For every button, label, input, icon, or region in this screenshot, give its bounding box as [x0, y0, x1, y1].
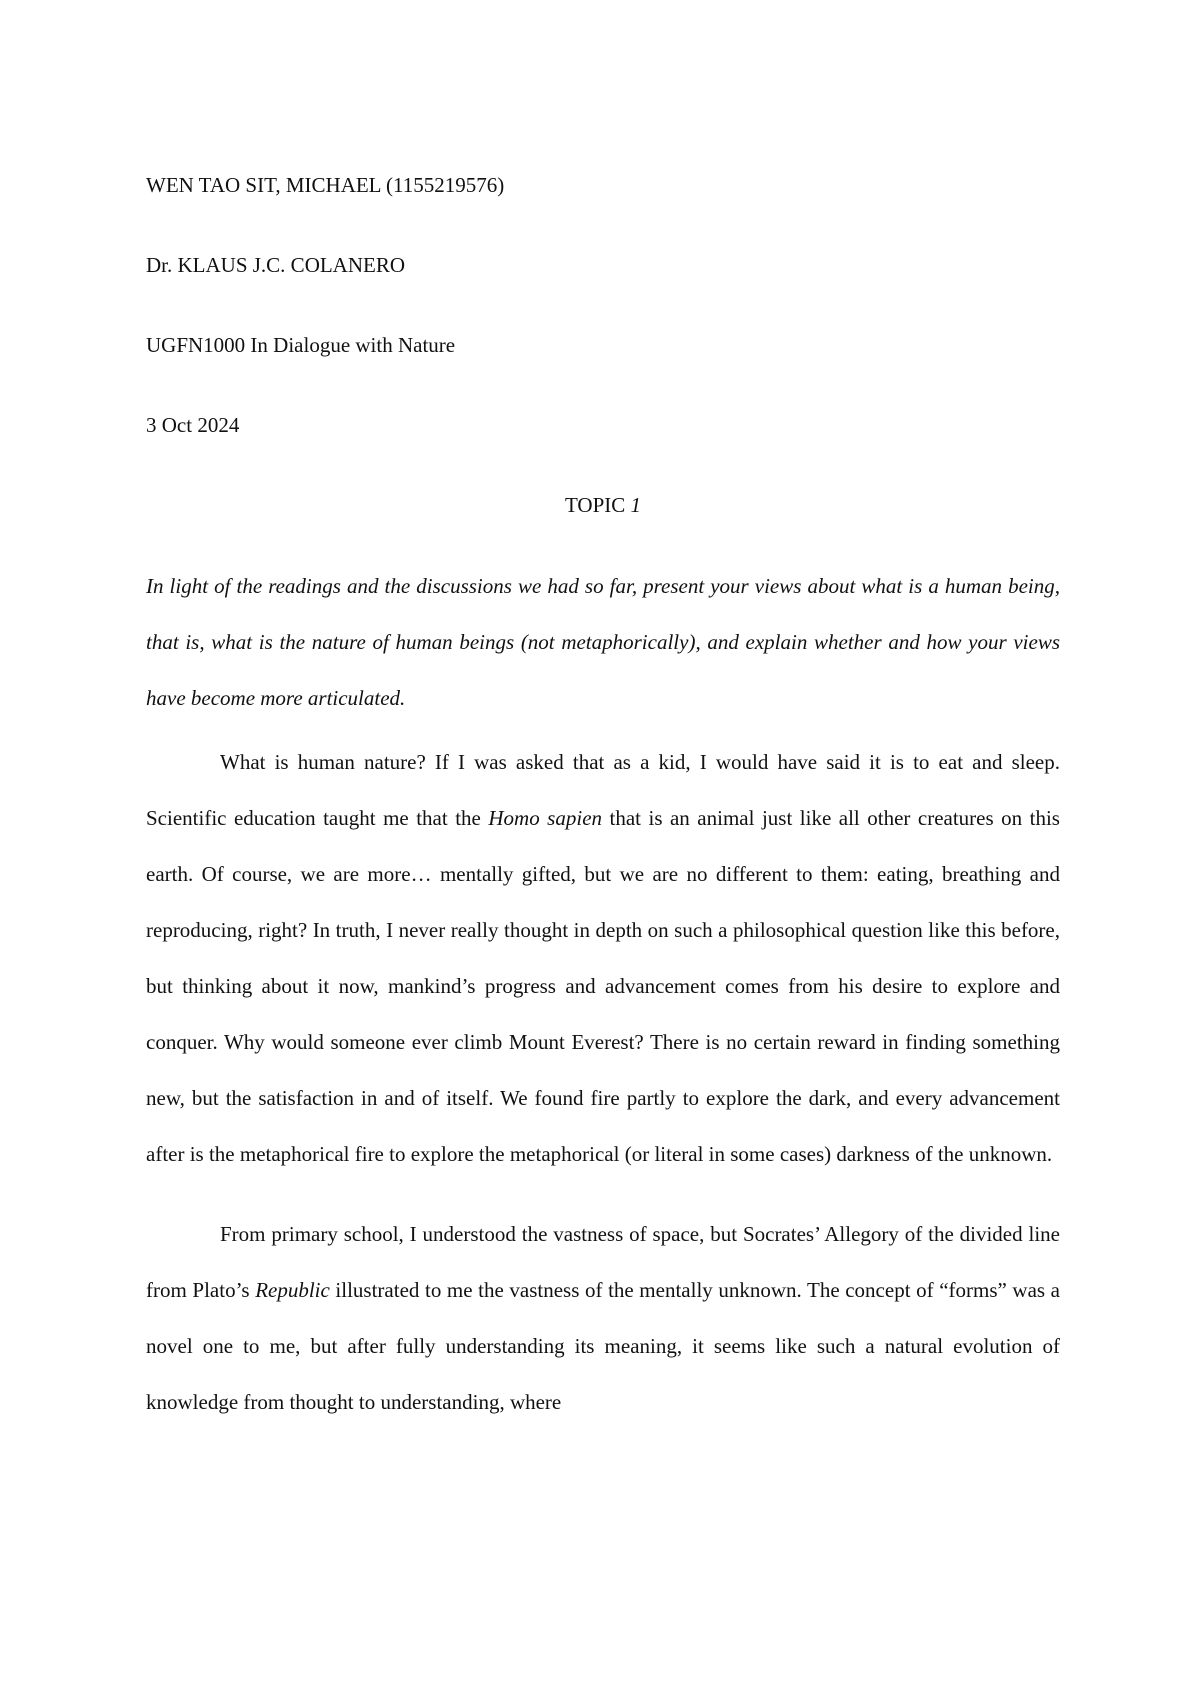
topic-heading [146, 478, 1060, 558]
instructor-name: Dr. KLAUS J.C. COLANERO [146, 253, 406, 277]
course-title: UGFN1000 In Dialogue with Nature [146, 333, 456, 357]
paragraph-2-text-a: From primary school, I understood the vastness of space, but Socrates’ Allegory of the divided line from Plato’s [146, 1222, 1060, 1302]
student-name: WEN TAO SIT, MICHAEL (1155219576) [146, 173, 505, 197]
topic-label: TOPIC [564, 493, 631, 517]
paragraph-1-text-b: that is an animal just like all other creatures on this earth. Of course, we are more… mentally gifted, but we are no different to them: eating, breathing and reproducing, right? In truth, I never really thought in depth on such a philosophical question like this before, but thinking about it now, mankind’s progress and advancement comes from his desire to explore and conquer. Why would someone ever climb Mount Everest? There is no certain reward in finding something new, but the satisfaction in and of itself. We found fire partly to explore the dark, and every advancement after is the metaphorical fire to explore the metaphorical (or literal in some cases) darkness of the unknown. [146, 806, 1060, 1166]
paragraph-1-italic: Homo sapien [488, 806, 603, 830]
topic-number: 1 [630, 493, 642, 517]
paragraph-2-italic: Republic [255, 1278, 330, 1302]
paragraph-2-text-b: illustrated to me the vastness of the mentally unknown. The concept of “forms” was a novel one to me, but after fully understanding its meaning, it seems like such a natural evolution of knowledge from thought to understanding, where [146, 1278, 1060, 1414]
essay-date: 3 Oct 2024 [146, 413, 240, 437]
essay-prompt: In light of the readings and the discussions we had so far, present your views about what is a human being, that is, what is the nature of human beings (not metaphorically), and explain whether and how your views have become more articulated. [146, 574, 1060, 710]
paragraph-1-text-a: What is human nature? If I was asked that as a kid, I would have said it is to eat and sleep. Scientific education taught me that the [146, 750, 1060, 830]
body-paragraph-2 [146, 1206, 1060, 1430]
essay-page [146, 158, 1060, 1454]
body-paragraph-1 [146, 734, 1060, 1182]
